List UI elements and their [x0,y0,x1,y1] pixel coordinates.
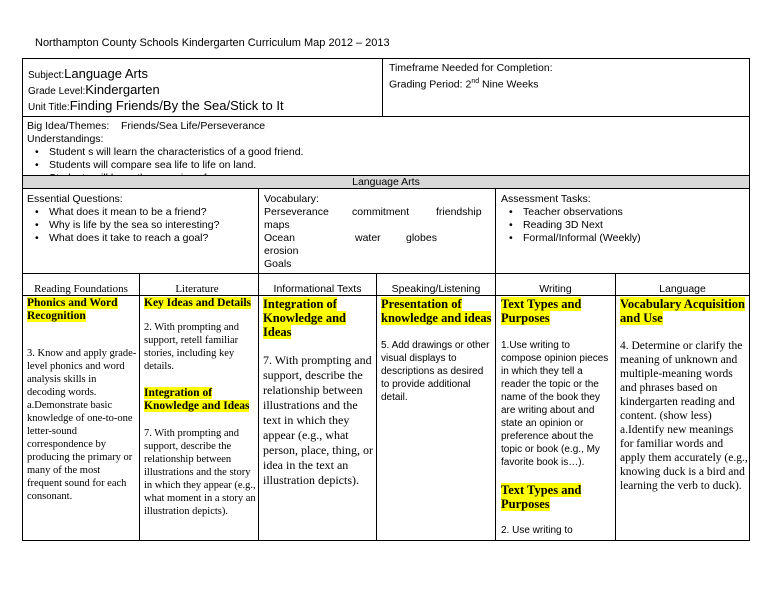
essential-item: • What does it take to reach a goal? [27,232,252,245]
col-divider [376,273,377,541]
unit-line [28,97,284,115]
vocab-word: Goals [264,258,292,270]
vocab-word: friendship [436,206,482,218]
col-header-speaking: Speaking/Listening [391,283,481,295]
assessment-item: • Formal/Informal (Weekly) [501,232,741,245]
table-right-border [749,58,750,541]
col-header-reading-foundations: Reading Foundations [34,283,128,295]
assessment-item: • Reading 3D Next [501,219,741,232]
vocabulary-cell [264,193,489,271]
essential-label: Essential Questions: [27,193,123,205]
language-cell [620,297,748,493]
speaking-body: 5. Add drawings or other visual displays to descriptions as desired to provide additional detail. [381,340,490,403]
subject-label: Subject: [28,70,65,81]
informational-cell [263,297,375,488]
speaking-cell [381,297,493,404]
assessment-list [501,206,741,245]
vocab-word: globes [406,232,437,244]
info-divider [382,58,383,116]
grading-period-pre: Grading Period: 2 [389,78,472,91]
essential-item: • Why is life by the sea so interesting? [27,219,252,232]
timeframe-label: Timeframe Needed for Completion: [389,62,553,74]
vocab-left-divider [258,188,259,273]
table-bottom-border [22,540,750,541]
table-left-border [22,58,23,541]
vocab-word: commitment [352,206,410,218]
writing-subhead: Text Types and Purposes [501,297,582,325]
vocab-word: erosion [264,245,299,257]
grading-period-sup: nd [471,78,480,85]
vocab-right-divider [495,188,496,273]
col-divider [615,273,616,541]
info-bottom-border [22,116,750,117]
assessment-label: Assessment Tasks: [501,193,591,205]
writing-body-2: 2. Use writing to [501,525,573,536]
literature-cell [144,297,256,518]
assessment-item: • Teacher observations [501,206,741,219]
info-left-cell [22,58,382,116]
literature-subhead-2: Integration of Knowledge and Ideas [144,387,250,412]
col-header-writing: Writing [539,283,572,295]
literature-body-2: 7. With prompting and support, describe the relationship between illustrations and the story in which they appear (e.g., what moment in a story an illustration depicts). [144,428,256,517]
vocab-word: Ocean [264,232,295,244]
vocabulary-label: Vocabulary: [264,193,319,205]
col-header-literature: Literature [175,283,219,295]
col-divider [495,273,496,541]
vocab-word: water [355,232,381,244]
vocab-word: Perseverance [264,206,329,218]
unit-label: Unit Title: [28,102,70,113]
literature-body-1: 2. With prompting and support, retell familiar stories, including key details. [144,322,240,372]
informational-subhead: Integration of Knowledge and Ideas [263,297,347,339]
grade-label: Grade Level: [28,86,86,97]
language-subhead: Vocabulary Acquisition and Use [620,297,745,325]
col-header-bottom-border [22,295,750,296]
col-divider [258,273,259,541]
col-header-language: Language [659,283,706,295]
unit-value: Finding Friends/By the Sea/Stick to It [69,98,284,113]
reading-foundations-cell [27,297,137,503]
writing-cell [501,297,613,537]
understanding-item: • Student s will learn the characteristics of a good friend. [27,146,742,159]
writing-body-1: 1.Use writing to compose opinion pieces in which they tell a reader the topic or the name of the book they are writing about and state an opinion or preference about the topic or book (e.g., My favorite book is…). [501,340,609,468]
col-header-informational: Informational Texts [273,283,362,295]
big-idea-line: Big Idea/Themes: Friends/Sea Life/Perseverance [27,120,266,132]
vocab-word: maps [264,219,290,231]
col-divider [139,273,140,541]
grading-period-post: Nine Weeks [479,78,539,91]
reading-foundations-subhead: Phonics and Word Recognition [27,297,118,322]
essential-item: • What does it mean to be a friend? [27,206,252,219]
band-bottom-border [22,188,750,189]
speaking-subhead: Presentation of knowledge and ideas [381,297,492,325]
informational-body: 7. With prompting and support, describe the relationship between illustrations and the text in which they appear (e.g., what person, place, thing, or idea in the text an illustration depicts). [263,353,373,487]
literature-subhead: Key Ideas and Details [144,297,252,309]
writing-subhead-2: Text Types and Purposes [501,483,582,511]
row3-bottom-border [22,273,750,274]
assessment-cell [501,193,741,245]
language-arts-band: Language Arts [23,176,749,188]
essential-questions-cell [27,193,252,245]
language-body: 4. Determine or clarify the meaning of unknown and multiple-meaning words and phrases based on kindergarten reading and content. (show less) a.Identify new meanings for familiar words and apply them accurately (e.g., knowing duck is a bird and learning the verb to duck). [620,340,748,492]
understanding-item: • Students will compare sea life to life on land. [27,159,742,172]
page-header-title: Northampton County Schools Kindergarten Curriculum Map 2012 – 2013 [35,37,390,49]
reading-foundations-body: 3. Know and apply grade-level phonics and word analysis skills in decoding words. a.Demonstrate basic knowledge of one-to-one letter-sound correspondence by producing the primary or many of the most frequent sound for each consonant. [27,348,137,502]
essential-list [27,206,252,245]
info-right-cell [389,62,553,92]
grade-value: Kindergarten [85,82,160,97]
understandings-label: Understandings: [27,133,104,145]
subject-value: Language Arts [64,66,148,81]
grading-period [389,75,553,92]
